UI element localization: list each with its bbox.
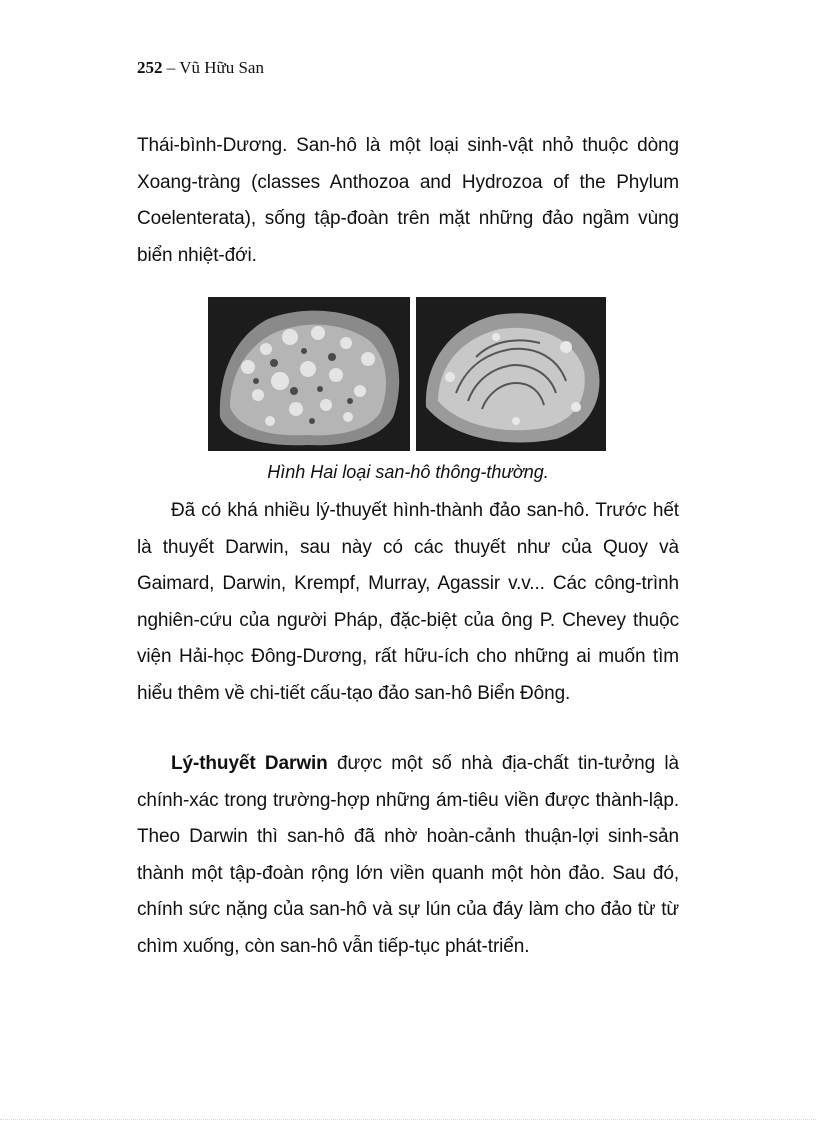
coral-photo-brain [416,297,606,451]
coral-figure [208,297,606,451]
running-header [137,58,264,78]
coral-photo-branching [208,297,410,451]
author-name: Vũ Hữu San [179,58,264,77]
figure-caption: Hình Hai loại san-hô thông-thường. [267,462,549,482]
page-number: 252 [137,58,163,77]
paragraph-darwin [137,746,679,965]
darwin-theory-text: được một số nhà địa-chất tin-tưởng là chính-xác trong trường-hợp những ám-tiêu viền được thành-lập. Theo Darwin thì san-hô đã nhờ hoàn-cảnh thuận-lợi sinh-sản thành một tập-đoàn rộng lớn viền quanh một hòn đảo. Sau đó, chính sức nặng của san-hô và sự lún của đáy làm cho đảo từ từ chìm xuống, còn san-hô vẫn tiếp-tục phát-triển. [137,753,679,957]
header-separator: – [166,58,176,77]
page-bottom-rule [0,1119,816,1120]
paragraph-theories: Đã có khá nhiều lý-thuyết hình-thành đảo san-hô. Trước hết là thuyết Darwin, sau này có các thuyết như của Quoy và Gaimard, Darwin, Krempf, Murray, Agassir v.v... Các công-trình nghiên-cứu của người Pháp, đặc-biệt của ông P. Chevey thuộc viện Hải-học Đông-Dương, rất hữu-ích cho những ai muốn tìm hiểu thêm về chi-tiết cấu-tạo đảo san-hô Biển Đông. [137,500,679,704]
darwin-theory-heading: Lý-thuyết Darwin [171,753,328,774]
paragraph-intro: Thái-bình-Dương. San-hô là một loại sinh-vật nhỏ thuộc dòng Xoang-tràng (classes Anthozoa and Hydrozoa of the Phylum Coelenterata), sống tập-đoàn trên mặt những đảo ngầm vùng biển nhiệt-đới. [137,135,679,266]
